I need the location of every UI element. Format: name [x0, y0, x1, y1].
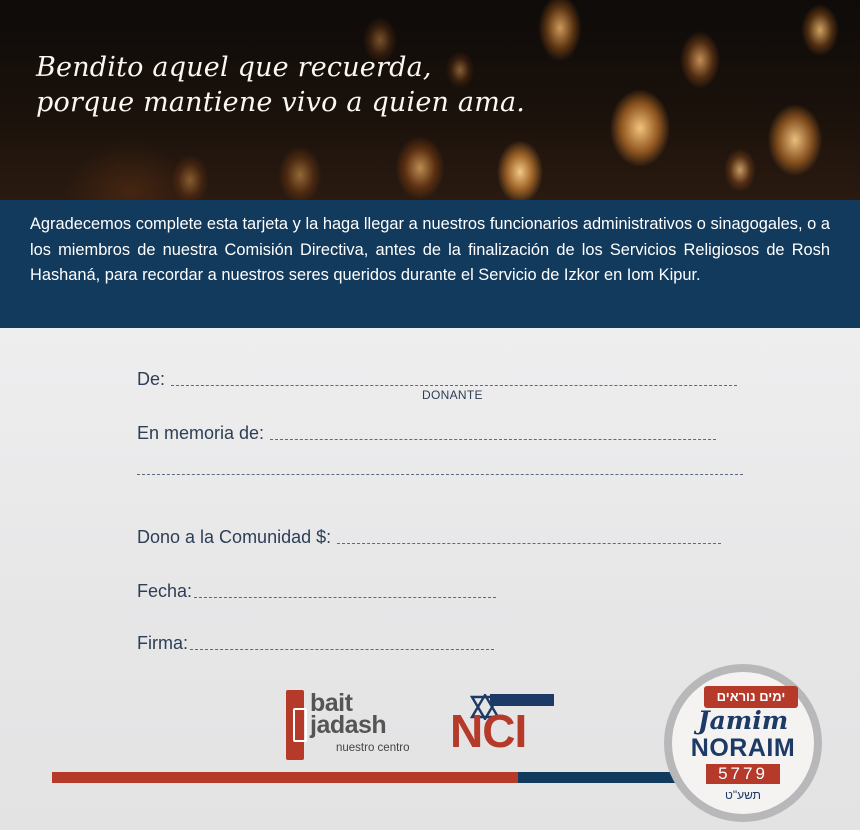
memoria-field[interactable] — [270, 439, 716, 440]
footer-bar-red — [52, 772, 518, 783]
row-memoria — [137, 422, 716, 444]
row-firma — [137, 632, 494, 654]
row-fecha — [137, 580, 496, 602]
intro-text: Agradecemos complete esta tarjeta y la haga llegar a nuestros funcionarios administrativos o sinagogales, o a los miembros de nuestra Comisión Directiva, antes de la finalización de los Servicios Religiosos de Rosh Hashaná, para recordar a nuestros seres queridos durante el Servicio de Izkor en Iom Kipur. — [30, 215, 830, 284]
de-field[interactable] — [171, 385, 737, 386]
firma-field[interactable] — [190, 649, 494, 650]
bait-logo-text-1: bait — [310, 689, 353, 717]
bait-tab-icon — [286, 690, 304, 760]
row-memoria-extra — [137, 474, 743, 479]
jamim-noraim-seal — [664, 664, 822, 822]
seal-jamim: Jamim — [697, 706, 789, 735]
seal-ribbon: ימים נוראים — [704, 686, 798, 708]
row-dono — [137, 526, 721, 548]
seal-hebrew-year: תשע"ט — [725, 788, 761, 802]
de-label: De: — [137, 369, 166, 389]
bait-jadash-logo — [282, 690, 432, 762]
seal-noraim: NORAIM — [690, 734, 796, 762]
hero-line-1: Bendito aquel que recuerda, — [36, 52, 432, 83]
hero-title — [36, 50, 525, 120]
candles-banner — [0, 0, 860, 200]
donante-label: DONANTE — [422, 388, 483, 402]
memoria-label: En memoria de: — [137, 423, 265, 443]
bait-logo-subtitle: nuestro centro — [336, 742, 410, 754]
bait-logo-text-2: jadash — [310, 711, 387, 739]
nci-logo-text: NCI — [450, 705, 527, 757]
intro-panel — [0, 200, 860, 328]
dono-field[interactable] — [337, 543, 721, 544]
dono-label: Dono a la Comunidad $: — [137, 527, 332, 547]
footer-bar-blue — [518, 772, 678, 783]
firma-label: Firma: — [137, 633, 188, 653]
row-de — [137, 368, 737, 390]
memoria-field-line-2[interactable] — [137, 474, 743, 475]
hero-line-2: porque mantiene vivo a quien ama. — [36, 87, 526, 118]
fecha-label: Fecha: — [137, 581, 193, 601]
seal-year: 5779 — [706, 764, 780, 784]
fecha-field[interactable] — [194, 597, 496, 598]
nci-logo — [450, 694, 556, 758]
